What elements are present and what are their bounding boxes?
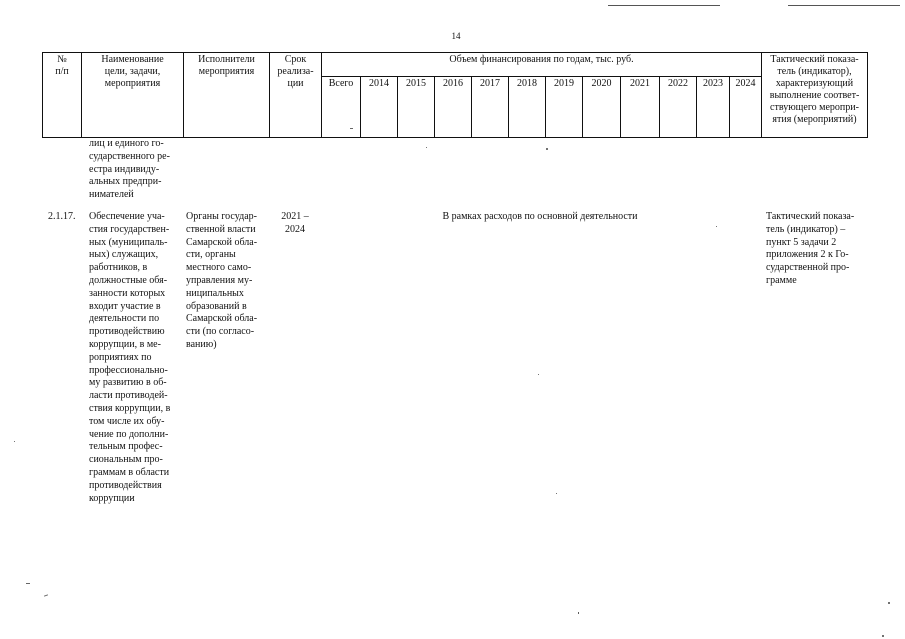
header-year: 2022 (668, 78, 688, 89)
row-funding: В рамках расходов по основной деятельности (442, 211, 638, 222)
header-num: № п/п (55, 54, 69, 77)
header-term: Срок реализа- ции (277, 54, 314, 89)
scan-mark (44, 594, 48, 596)
page-number: 14 (451, 31, 461, 41)
table-header (42, 52, 868, 138)
scan-speck (546, 148, 548, 150)
scan-speck (14, 441, 15, 442)
row-indicator: Тактический показа- тель (индикатор) – пункт 5 задачи 2 приложения 2 к Го- сударственной про- грамме (766, 211, 855, 286)
scan-line-right (788, 5, 900, 6)
scan-mark (26, 583, 30, 584)
header-year: 2024 (735, 78, 756, 89)
header-vline (867, 52, 868, 138)
header-year: 2020 (591, 78, 612, 89)
row-term: 2021 – 2024 (281, 211, 309, 235)
header-year: 2023 (703, 78, 723, 89)
header-year: 2014 (369, 78, 389, 89)
header-year: 2017 (480, 78, 500, 89)
scan-speck (882, 635, 884, 637)
scan-speck (426, 147, 427, 148)
scan-mark (130, 498, 134, 499)
scan-speck (888, 602, 890, 604)
header-indicator: Тактический показа- тель (индикатор), характеризующий выполнение соответ- ствующего меропри- ятия (мероприятий) (769, 54, 860, 125)
header-executors: Исполнители мероприятия (198, 54, 255, 77)
header-total: Всего (328, 78, 354, 89)
header-top-border (42, 52, 868, 53)
header-name: Наименование цели, задачи, мероприятия (101, 54, 164, 89)
header-funding-title: Объем финансирования по годам, тыс. руб. (449, 54, 634, 65)
funding-subheader-line (321, 76, 761, 77)
scan-speck (716, 226, 717, 227)
scan-speck (556, 493, 557, 494)
scan-speck (538, 374, 539, 375)
continuation-name: лиц и единого го- сударственного ре- естра индивиду- альных предпри- нимателей (89, 138, 170, 201)
header-year: 2015 (406, 78, 426, 89)
scan-mark (350, 128, 353, 129)
row-number: 2.1.17. (48, 211, 76, 222)
scan-line-left (608, 5, 720, 6)
row-name: Обеспечение уча- стия государствен- ных (муниципаль- ных) служащих, работников, в должностные обя- занности которых входит участие в деятельности по противодействию коррупции, в ме- роприятиях по профессионально- му развитию в об- ласти противодей- ствия коррупции, в том числе их обу- чение по дополни- тельным профес- сиональным про- граммам в области противодействия коррупции (89, 211, 171, 504)
header-year: 2018 (517, 78, 537, 89)
row-executors: Органы государ- ственной власти Самарской обла- сти, органы местного само- управления му- ниципальных образований в Самарской обла- сти (по согласо- ванию) (186, 211, 258, 350)
scan-speck (578, 612, 579, 614)
header-year: 2016 (443, 78, 463, 89)
header-year: 2019 (554, 78, 574, 89)
header-year: 2021 (630, 78, 650, 89)
